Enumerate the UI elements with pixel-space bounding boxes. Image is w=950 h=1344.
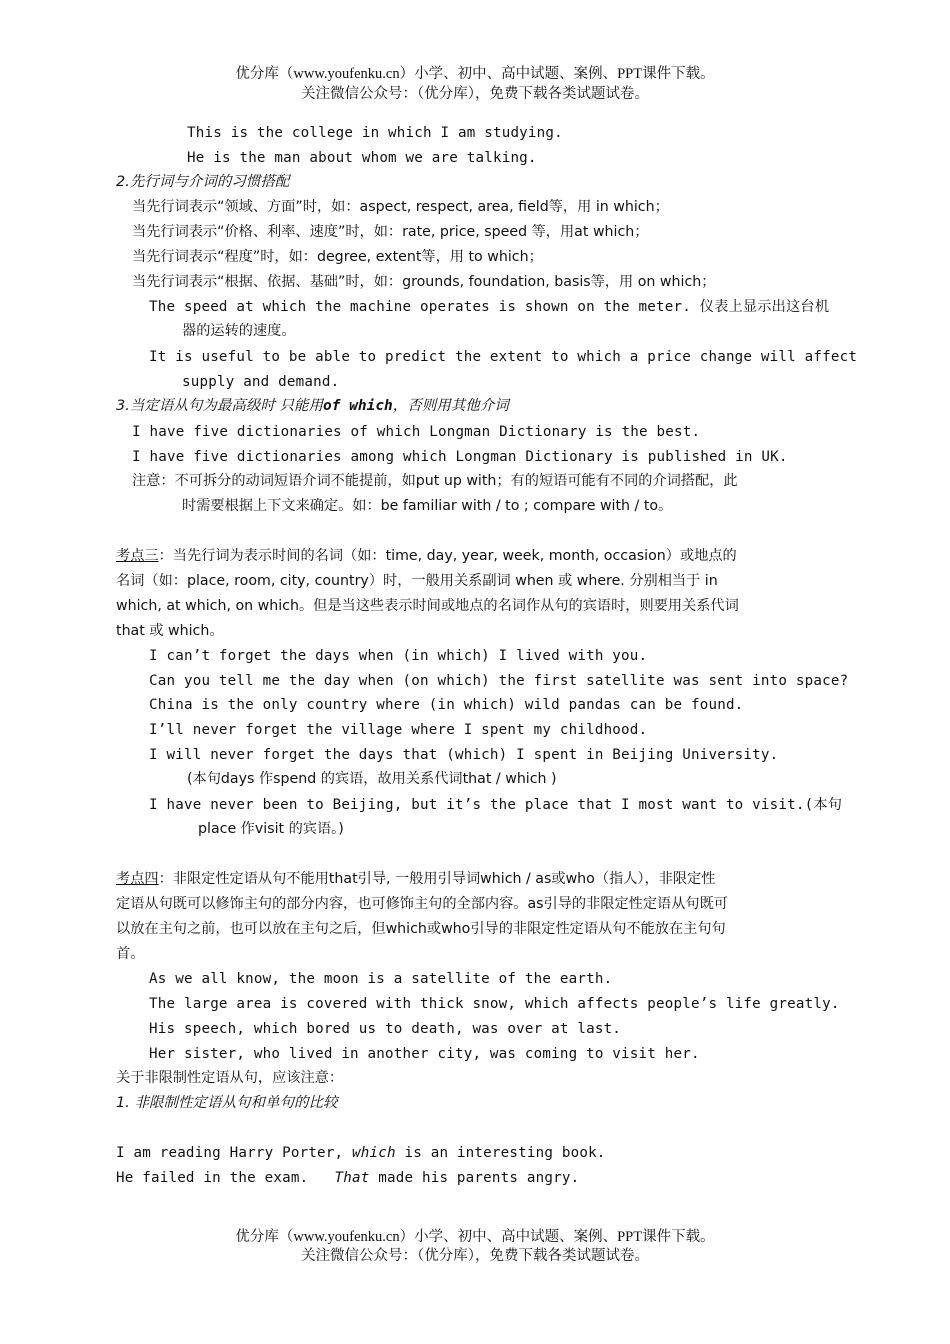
example-sentence: China is the only country where (in which) wild pandas can be found. (149, 697, 744, 713)
example-sentence: Her sister, who lived in another city, was coming to visit her. (149, 1046, 700, 1062)
paragraph-line: which, at which, on which。但是当这些表示时间或地点的名词作从句的宾语时，则要用关系代词 (116, 598, 739, 614)
example-sentence: I have never been to Beijing, but it’s the place that I most want to visit.(本句 (149, 797, 843, 813)
example-note: (本句days 作spend 的宾语，故用关系代词that / which ) (187, 771, 557, 787)
example-sentence: I can’t forget the days when (in which) I lived with you. (149, 648, 648, 664)
paragraph-line: that 或 which。 (116, 623, 224, 639)
example-sentence: His speech, which bored us to death, was over at last. (149, 1021, 622, 1037)
example-sentence: I have five dictionaries among which Longman Dictionary is published in UK. (132, 449, 788, 465)
example-sentence: I will never forget the days that (which) I spent in Beijing University. (149, 747, 779, 763)
page-header-line-1: 优分库（www.youfenku.cn）小学、初中、高中试题、案例、PPT课件下载。 (235, 66, 715, 82)
sentence-keyword: That (334, 1170, 370, 1186)
example-sentence: It is useful to be able to predict the extent to which a price change will affect (149, 349, 858, 365)
paragraph-line: 首。 (116, 946, 145, 962)
rule-line: 当先行词表示“程度”时，如：degree, extent等，用 to which； (132, 249, 543, 265)
note-line: 关于非限制性定语从句，应该注意： (116, 1070, 344, 1086)
heading-keyword: of which (322, 398, 393, 414)
kaodian-label: 考点四 (116, 871, 159, 887)
example-sentence: The large area is covered with thick snow, which affects people’s life greatly. (149, 996, 840, 1012)
rule-line: 当先行词表示“领域、方面”时，如：aspect, respect, area, field等，用 in which； (132, 199, 669, 215)
section-heading: 2.先行词与介词的习惯搭配 (116, 174, 290, 190)
page-footer-line-2: 关注微信公众号：（优分库），免费下载各类试题试卷。 (301, 1248, 649, 1264)
note-line: 时需要根据上下文来确定。如：be familiar with / to ; compare with / to。 (182, 498, 673, 514)
sentence-part: is an interesting book. (395, 1145, 606, 1161)
rule-line: 当先行词表示“根据、依据、基础”时，如：grounds, foundation, basis等，用 on which； (132, 274, 716, 290)
example-translation: 器的运转的速度。 (182, 323, 296, 339)
example-sentence: supply and demand. (182, 374, 340, 390)
paragraph-line: 定语从句既可以修饰主句的部分内容，也可修饰主句的全部内容。as引导的非限定性定语从句既可 (116, 896, 728, 912)
section-heading: 1. 非限制性定语从句和单句的比较 (116, 1095, 338, 1111)
heading-part: 3.当定语从句为最高级时 只能用 (116, 398, 323, 414)
example-sentence: The speed at which the machine operates is shown on the meter. 仪表上显示出这台机 (149, 299, 830, 315)
kaodian-label: 考点三 (116, 548, 159, 564)
comparison-sentence (116, 1143, 606, 1163)
sentence-part: made his parents angry. (369, 1170, 580, 1186)
heading-part: ，否则用其他介词 (392, 398, 509, 414)
example-sentence: As we all know, the moon is a satellite of the earth. (149, 971, 613, 987)
example-sentence: Can you tell me the day when (on which) the first satellite was sent into space? (149, 673, 849, 689)
section-heading (116, 396, 509, 416)
example-sentence: This is the college in which I am studying. (187, 125, 563, 141)
paragraph-text: ：非限定性定语从句不能用that引导, 一般用引导词which / as或who（指人），非限定性 (158, 871, 716, 887)
example-note: place 作visit 的宾语。) (198, 821, 344, 837)
paragraph-text: ：当先行词为表示时间的名词（如：time, day, year, week, month, occasion）或地点的 (158, 548, 737, 564)
comparison-sentence (116, 1168, 579, 1188)
page-header-line-2: 关注微信公众号：（优分库），免费下载各类试题试卷。 (301, 86, 649, 102)
paragraph-line: 名词（如：place, room, city, country）时，一般用关系副词 when 或 where. 分别相当于 in (116, 573, 718, 589)
example-sentence: He is the man about whom we are talking. (187, 150, 537, 166)
sentence-part: He failed in the exam. (116, 1170, 335, 1186)
rule-line: 当先行词表示“价格、利率、速度”时，如：rate, price, speed 等，用at which； (132, 224, 649, 240)
paragraph-line (116, 869, 715, 889)
example-sentence: I’ll never forget the village where I spent my childhood. (149, 722, 648, 738)
sentence-keyword: which (352, 1145, 396, 1161)
example-sentence: I have five dictionaries of which Longman Dictionary is the best. (132, 424, 701, 440)
paragraph-line: 以放在主句之前，也可以放在主句之后，但which或who引导的非限定性定语从句不能放在主句句 (116, 921, 726, 937)
sentence-part: I am reading Harry Porter, (116, 1145, 353, 1161)
page-footer-line-1: 优分库（www.youfenku.cn）小学、初中、高中试题、案例、PPT课件下载。 (235, 1229, 715, 1245)
paragraph-line (116, 546, 737, 566)
note-line: 注意：不可拆分的动词短语介词不能提前，如put up with；有的短语可能有不同的介词搭配，此 (132, 473, 738, 489)
